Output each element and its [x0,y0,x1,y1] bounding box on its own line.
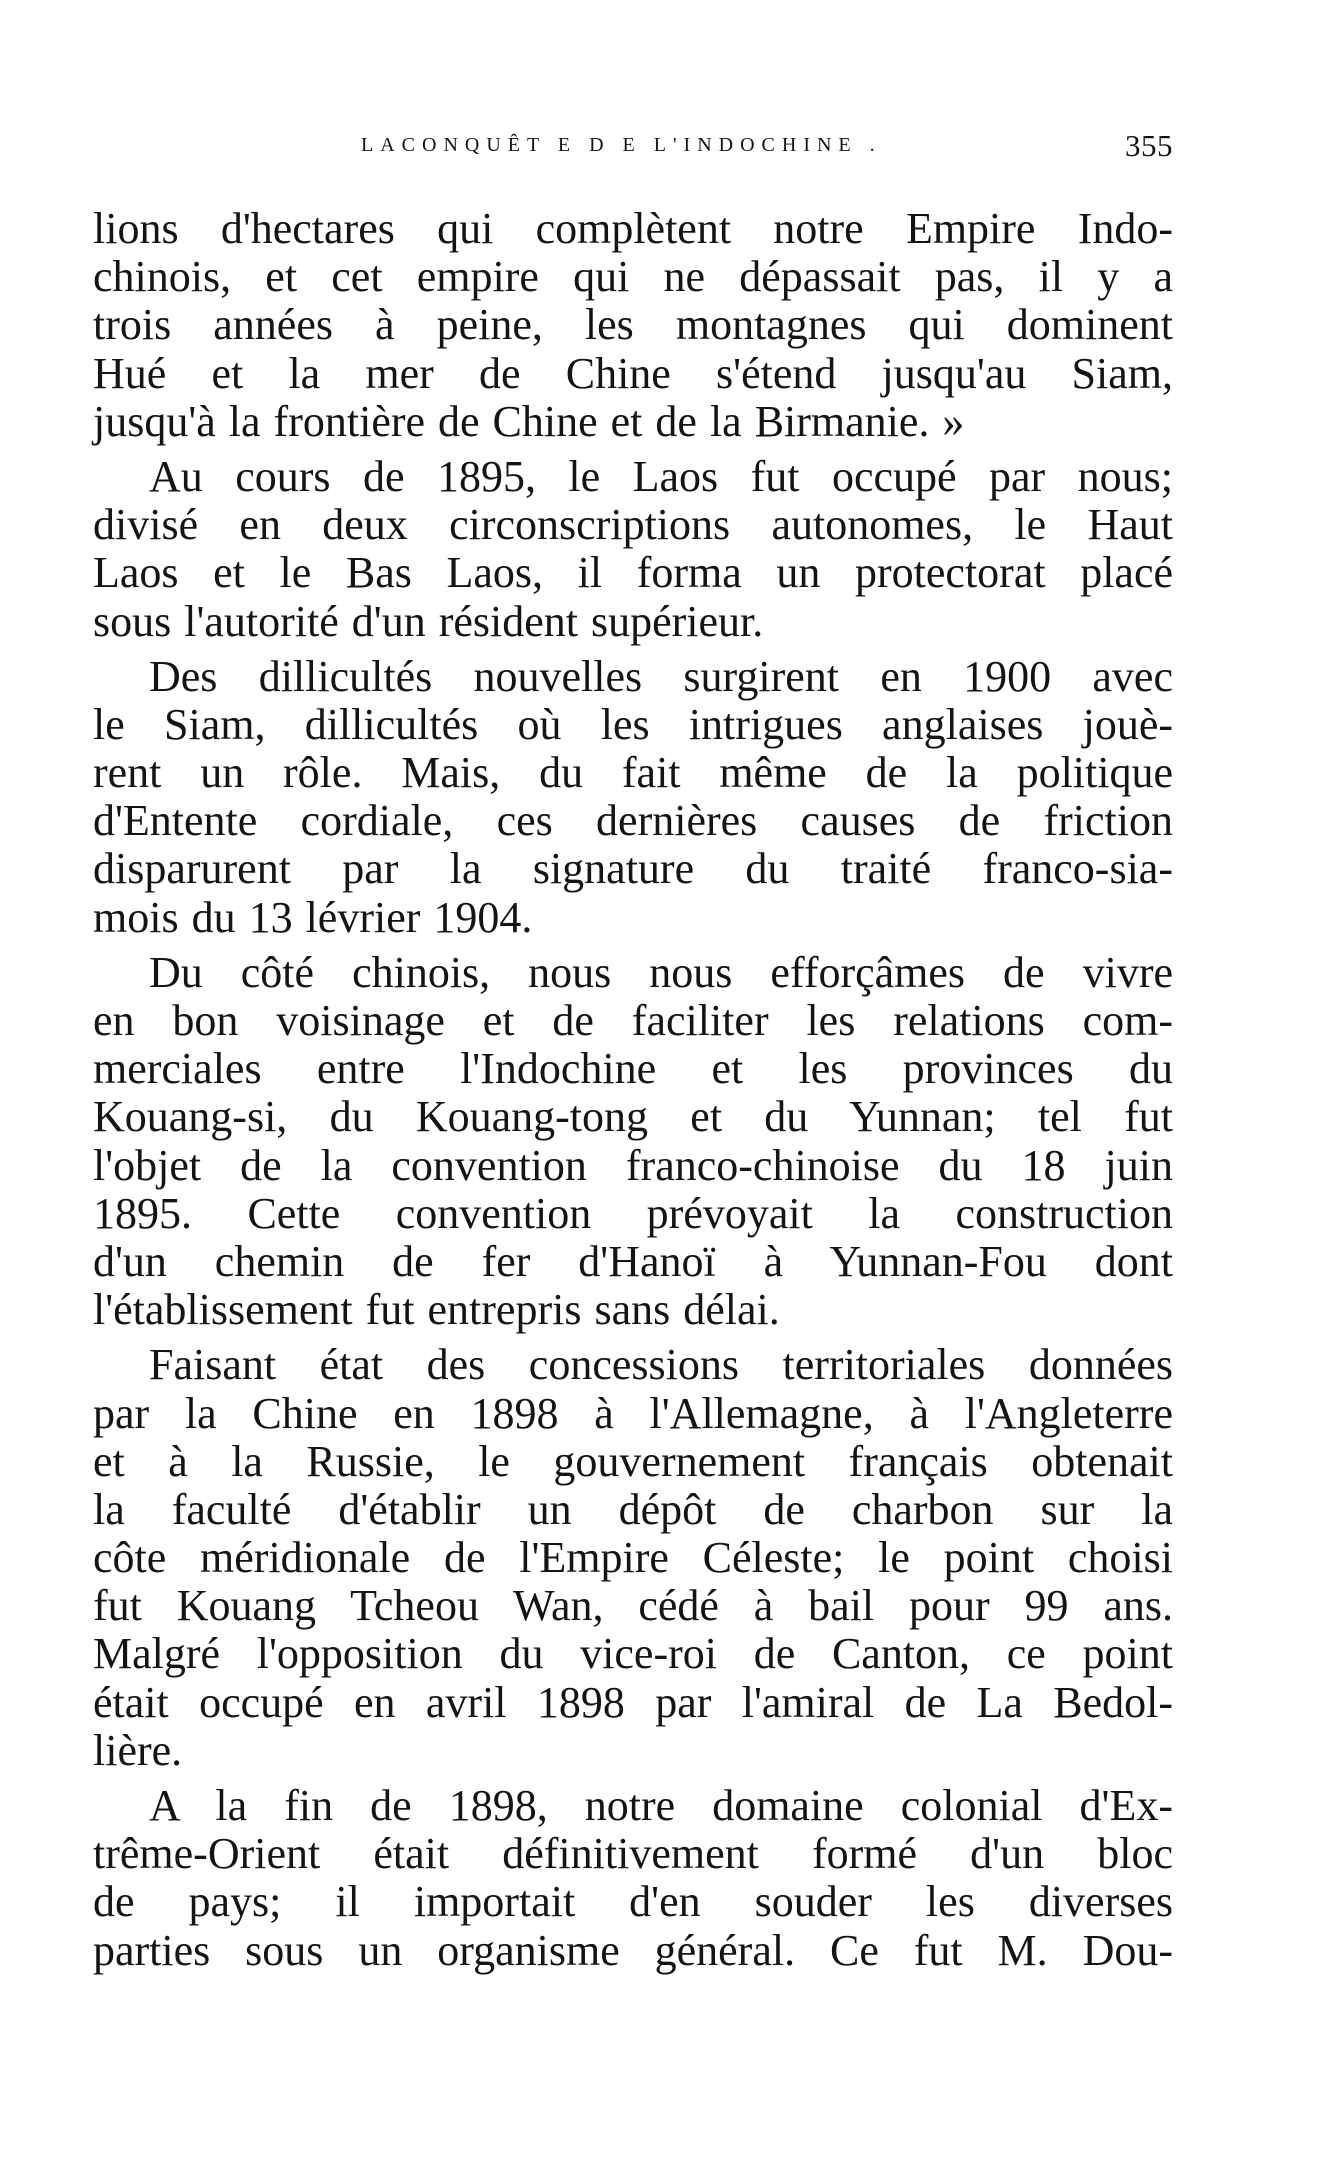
text-line: d'un chemin de fer d'Hanoï à Yunnan-Fou dont [93,1236,1173,1286]
paragraph [93,453,1173,646]
text-line: d'Entente cordiale, ces dernières causes de friction [93,796,1173,846]
page-number: 355 [1125,128,1173,163]
paragraph [93,653,1173,942]
text-line: trois années à peine, les montagnes qui dominent [93,300,1173,350]
text-line: 1895. Cette convention prévoyait la construction [93,1188,1173,1238]
text-line: et à la Russie, le gouvernement français obtenait [93,1436,1173,1486]
text-line: sous l'autorité d'un résident supérieur. [93,596,764,646]
text-line: disparurent par la signature du traité franco-sia- [93,844,1173,894]
text-line: Hué et la mer de Chine s'étend jusqu'au Siam, [93,348,1173,398]
body-text [93,205,1173,1982]
text-line: en bon voisinage et de faciliter les relations com- [93,996,1173,1045]
text-line: côte méridionale de l'Empire Céleste; le point choisi [93,1533,1173,1583]
text-line: Des dillicultés nouvelles surgirent en 1900 avec [149,651,1173,701]
text-line: merciales entre l'Indochine et les provinces du [93,1044,1173,1094]
text-line: l'objet de la convention franco-chinoise du 18 juin [93,1140,1173,1190]
paragraph [93,1341,1173,1775]
text-line: Malgré l'opposition du vice-roi de Canton, ce point [93,1629,1173,1679]
text-line: était occupé en avril 1898 par l'amiral de La Bedol- [93,1677,1173,1727]
running-header [93,128,1173,168]
text-line: chinois, et cet empire qui ne dépassait pas, il y a [93,252,1173,302]
text-line: jusqu'à la frontière de Chine et de la Birmanie. » [93,396,965,446]
text-line: lière. [93,1725,183,1775]
paragraph [93,205,1173,446]
paragraph [93,949,1173,1335]
text-line: par la Chine en 1898 à l'Allemagne, à l'Angleterre [93,1388,1173,1438]
text-line: fut Kouang Tcheou Wan, cédé à bail pour 99 ans. [93,1581,1173,1631]
text-line: parties sous un organisme général. Ce fut M. Dou- [93,1925,1173,1975]
text-line: mois du 13 lévrier 1904. [93,892,533,942]
text-line: le Siam, dillicultés où les intrigues anglaises jouè- [93,699,1173,749]
text-line: divisé en deux circonscriptions autonomes, le Haut [93,500,1173,550]
text-line: Laos et le Bas Laos, il forma un protectorat placé [93,548,1173,598]
text-line: la faculté d'établir un dépôt de charbon sur la [93,1484,1173,1534]
text-line: lions d'hectares qui complètent notre Empire Indo- [93,204,1173,253]
running-title: LACONQUÊT E D E L'INDOCHINE . [361,134,882,156]
text-line: rent un rôle. Mais, du fait même de la politique [93,748,1173,798]
text-line: A la fin de 1898, notre domaine colonial d'Ex- [149,1781,1173,1830]
text-line: Faisant état des concessions territoriales données [149,1340,1173,1390]
text-line: trême-Orient était définitivement formé d'un bloc [93,1829,1173,1879]
text-line: Du côté chinois, nous nous efforçâmes de vivre [149,947,1173,997]
text-line: l'établissement fut entrepris sans délai. [93,1285,780,1335]
text-line: Kouang-si, du Kouang-tong et du Yunnan; tel fut [93,1092,1173,1142]
text-line: de pays; il importait d'en souder les diverses [93,1877,1173,1927]
text-line: Au cours de 1895, le Laos fut occupé par nous; [149,451,1173,501]
paragraph [93,1782,1173,1975]
